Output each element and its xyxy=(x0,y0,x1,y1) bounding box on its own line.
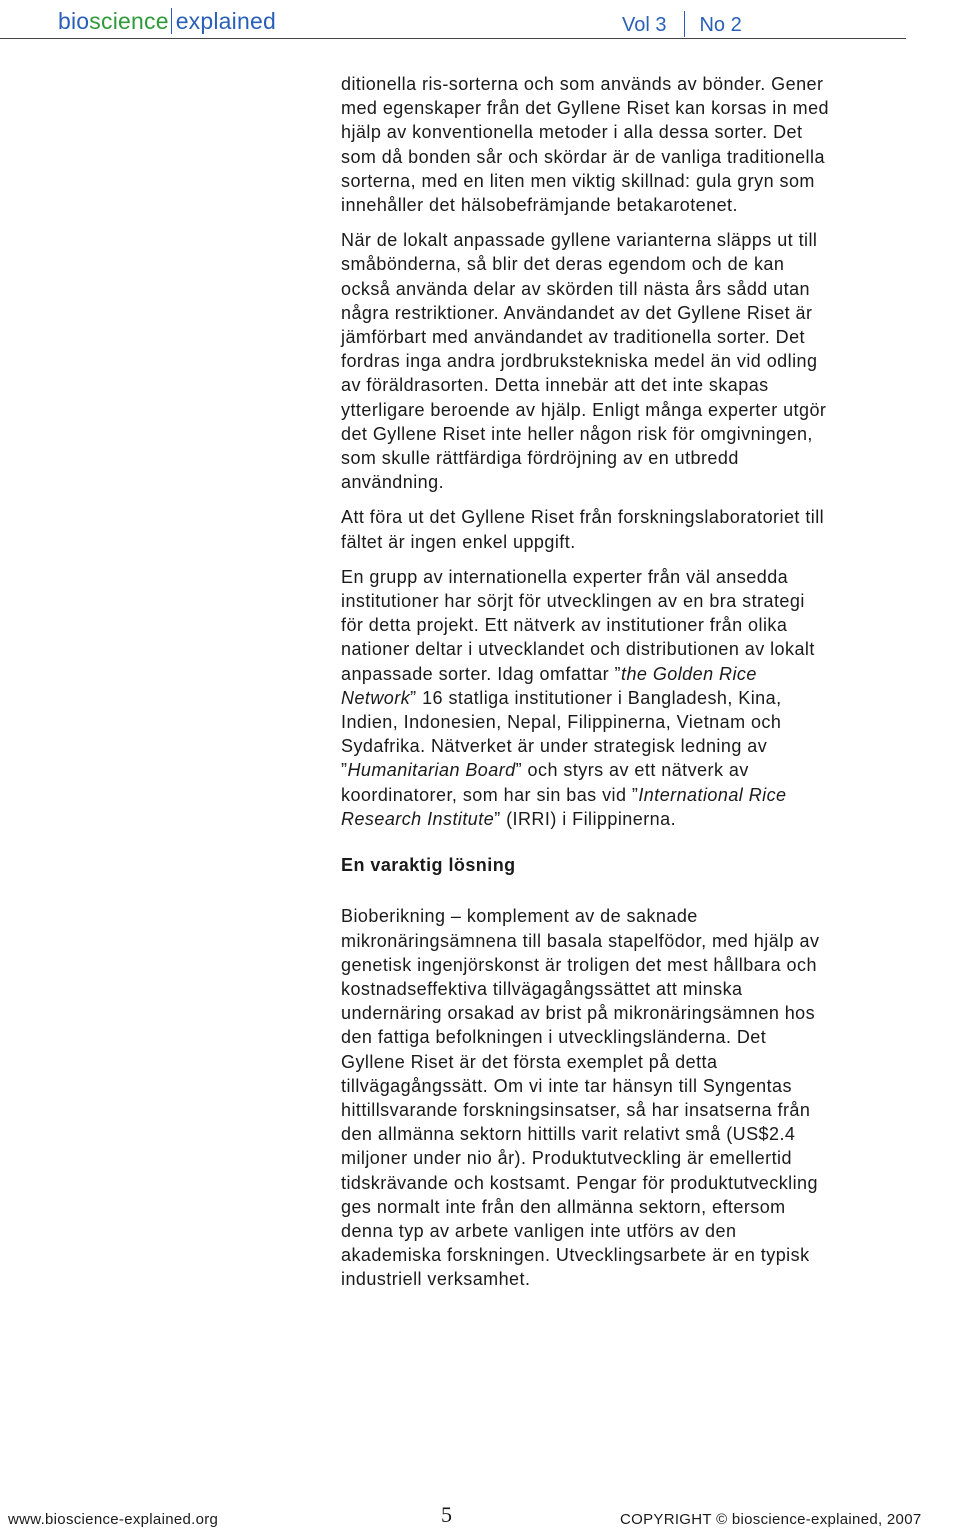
issue-info xyxy=(622,11,742,37)
golden-rice-network-term: the Golden Rice Network xyxy=(341,663,757,708)
paragraph-1: ditionella ris-sorterna och som används av bönder. Gener med egenskaper från det Gyllene Riset kan korsas in med hjälp av konventionella metoder i alla dessa sorter. Det som då bonden sår och skördar är de vanliga traditionella sorterna, med en liten men viktig skillnad: gula gryn som innehåller det hälsobefrämjande betakarotenet. xyxy=(341,74,829,216)
journal-logo xyxy=(58,8,276,35)
logo-part-explained: explained xyxy=(171,8,276,34)
paragraph-4-text-d: ” (IRRI) i Filippinerna. xyxy=(494,808,677,829)
paragraph-4-text-c: ” och styrs av ett nätverk av koordinatorer, som har sin bas vid ” xyxy=(341,760,749,805)
issue-separator xyxy=(684,11,685,37)
humanitarian-board-term: Humanitarian Board xyxy=(347,760,516,781)
page-number: 5 xyxy=(441,1502,452,1527)
logo-part-science: science xyxy=(89,8,169,34)
volume-label: Vol 3 xyxy=(622,14,667,36)
irri-term: International Rice Research Institute xyxy=(341,784,787,829)
copyright-notice: COPYRIGHT © bioscience-explained, 2007 xyxy=(620,1511,922,1528)
number-label: No 2 xyxy=(699,14,742,36)
paragraph-4 xyxy=(341,565,831,831)
paragraph-4-text-b: ” 16 statliga institutioner i Bangladesh, Kina, Indien, Indonesien, Nepal, Filippinerna, Vietnam och Sydafrika. Nätverket är under strategisk ledning av ” xyxy=(341,687,782,781)
page-header xyxy=(0,0,906,39)
logo-part-bio: bio xyxy=(58,8,90,34)
paragraph-3: Att föra ut det Gyllene Riset från forskningslaboratoriet till fältet är ingen enkel uppgift. xyxy=(341,507,825,552)
paragraph-4-text-a: En grupp av internationella experter från väl ansedda institutioner har sörjt för utvecklingen av en bra strategi för detta projekt. Ett nätverk av institutioner från olika nationer deltar i utvecklandet och distributionen av lokalt anpassade sorter. Idag omfattar ” xyxy=(341,566,815,684)
footer-website-link[interactable]: www.bioscience-explained.org xyxy=(8,1511,219,1528)
article-column xyxy=(341,72,831,1303)
paragraph-2: När de lokalt anpassade gyllene varianterna släpps ut till småbönderna, så blir det deras egendom och de kan också använda delar av skörden till nästa års sådd utan några restriktioner. Användandet av det Gyllene Riset är jämförbart med användandet av traditionella sorter. Det fordras inga andra jordbrukstekniska medel än vid odling av föräldrasorten. Detta innebär att det inte skapas ytterligare beroende av hjälp. Enligt många experter utgör det Gyllene Riset inte heller någon risk för omgivningen, som skulle rättfärdiga fördröjning av en utbredd användning. xyxy=(341,230,827,493)
paragraph-5: Bioberikning – komplement av de saknade mikronäringsämnena till basala stapelfödor, med hjälp av genetisk ingenjörskonst är troligen det mest hållbara och kostnadseffektiva tillvägagångssättet att minska undernäring orsakad av brist på mikronäringsämnen hos den fattiga befolkningen i utvecklingsländerna. Det Gyllene Riset är det första exemplet på detta tillvägagångssätt. Om vi inte tar hänsyn till Syngentas hittillsvarande forskningsinsatser, så har insatserna från den allmänna sektorn hittills varit relativt små (US$2.4 miljoner under nio år). Produktutveckling är emellertid tidskrävande och kostsamt. Pengar för produktutveckling ges normalt inte från den allmänna sektorn, eftersom denna typ av arbete vanligen inte utförs av den akademiska forskningen. Utvecklingsarbete är en typisk industriell verksamhet. xyxy=(341,906,820,1290)
section-heading: En varaktig lösning xyxy=(341,855,516,876)
